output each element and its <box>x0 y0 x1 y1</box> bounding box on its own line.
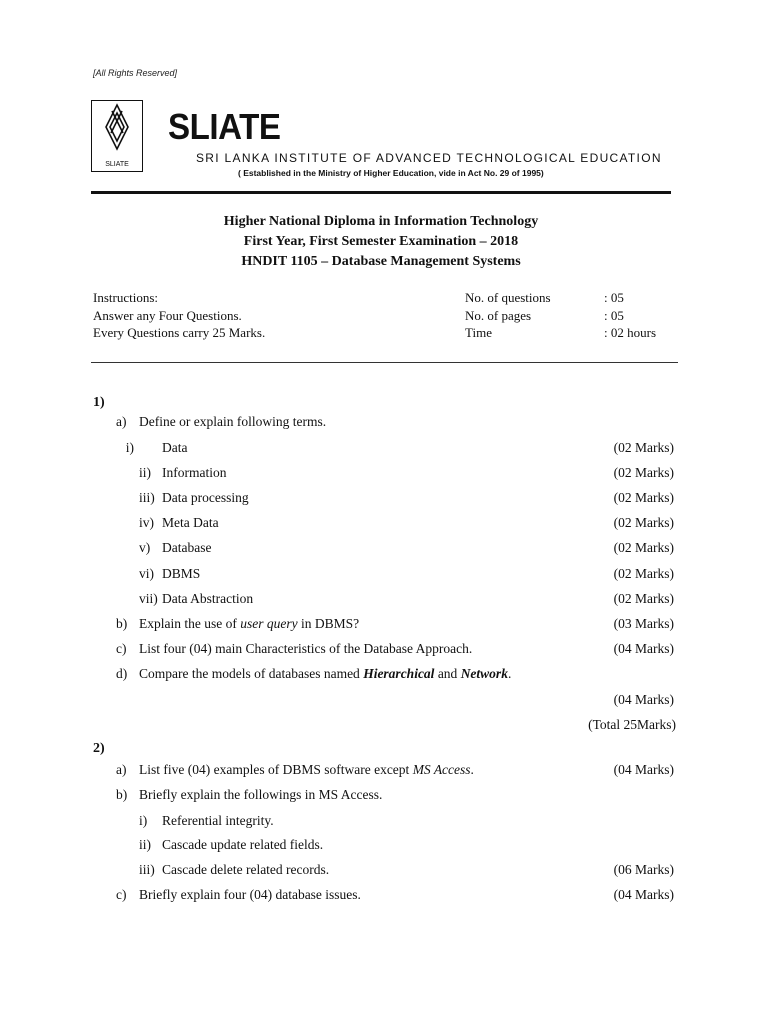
course-title: HNDIT 1105 – Database Management Systems <box>241 254 521 269</box>
sliate-logo <box>91 100 143 172</box>
marks-label: (02 Marks) <box>613 540 674 555</box>
section-divider <box>91 362 678 363</box>
marks-label: (02 Marks) <box>613 591 674 606</box>
emphasis: Hierarchical <box>363 666 435 681</box>
item-text: Cascade update related fields. <box>162 837 324 852</box>
term-number: iii) <box>139 490 155 505</box>
subq-label: b) <box>116 616 128 631</box>
info-label: No. of pages <box>465 307 532 323</box>
question-number: 2) <box>93 741 105 756</box>
item-text: Referential integrity. <box>162 813 274 828</box>
brand-name: SLIATE <box>168 106 281 147</box>
subq-text: Define or explain following terms. <box>139 414 327 429</box>
item-text: Cascade delete related records. <box>162 862 330 877</box>
subq-label: a) <box>116 762 127 777</box>
subq-label: b) <box>116 787 128 802</box>
total-marks: (Total 25Marks) <box>588 717 676 732</box>
item-number: i) <box>139 813 148 828</box>
info-label: No. of questions <box>465 290 551 305</box>
marks-label: (02 Marks) <box>613 465 674 480</box>
marks-label: (02 Marks) <box>613 515 674 530</box>
term-number: vi) <box>139 566 154 581</box>
info-value: : 05 <box>604 307 624 323</box>
subq-text: Briefly explain four (04) database issues. <box>139 887 361 902</box>
info-label: Time <box>465 325 492 340</box>
item-number: ii) <box>139 837 151 852</box>
term-text: Data processing <box>162 490 249 505</box>
term-number: i) <box>125 440 134 455</box>
term-text: Database <box>162 540 212 555</box>
term-number: iv) <box>139 515 154 530</box>
marks-label: (02 Marks) <box>613 566 674 581</box>
instruction-line: Every Questions carry 25 Marks. <box>93 325 266 340</box>
term-number: ii) <box>139 465 151 480</box>
emphasis: MS Access <box>412 762 471 777</box>
marks-label: (04 Marks) <box>613 887 674 902</box>
question-number: 1) <box>93 395 105 410</box>
instructions-block <box>93 289 265 342</box>
info-value: : 02 hours <box>604 325 656 340</box>
marks-label: (03 Marks) <box>613 616 674 631</box>
term-text: Meta Data <box>162 515 219 530</box>
exam-info-values <box>604 289 656 342</box>
instruction-line: Answer any Four Questions. <box>93 307 242 323</box>
subq-text: List four (04) main Characteristics of the Database Approach. <box>139 641 473 656</box>
subq-label: c) <box>116 887 127 902</box>
marks-label: (06 Marks) <box>613 862 674 877</box>
institute-full-name: SRI LANKA INSTITUTE OF ADVANCED TECHNOLOGICAL EDUCATION <box>196 151 662 165</box>
subq-text: List five (04) examples of DBMS software except MS Access. <box>139 762 474 777</box>
term-text: Data <box>162 440 188 455</box>
diploma-title: Higher National Diploma in Information Technology <box>223 214 539 229</box>
info-value: : 05 <box>604 290 624 305</box>
marks-label: (04 Marks) <box>613 641 674 656</box>
term-text: Data Abstraction <box>162 591 254 606</box>
exam-info-labels <box>465 289 551 342</box>
marks-label: (04 Marks) <box>613 692 674 707</box>
subq-label: d) <box>116 666 128 681</box>
subq-label: c) <box>116 641 127 656</box>
header-divider <box>91 191 671 194</box>
exam-title-block <box>91 212 671 272</box>
rights-notice: [All Rights Reserved] <box>93 68 178 78</box>
subq-text: Explain the use of user query in DBMS? <box>139 616 360 631</box>
marks-label: (02 Marks) <box>613 490 674 505</box>
subq-text: Briefly explain the followings in MS Access. <box>139 787 383 802</box>
emphasis: user query <box>240 616 298 631</box>
exam-title: First Year, First Semester Examination – 2018 <box>243 234 519 249</box>
emphasis: Network <box>460 666 508 681</box>
term-text: Information <box>162 465 227 480</box>
term-number: vii) <box>139 591 158 606</box>
item-number: iii) <box>139 862 155 877</box>
marks-label: (04 Marks) <box>613 762 674 777</box>
subq-text: Compare the models of databases named Hierarchical and Network. <box>139 666 512 681</box>
term-number: v) <box>139 540 151 555</box>
term-text: DBMS <box>162 566 201 581</box>
logo-label: SLIATE <box>105 161 129 168</box>
subq-label: a) <box>116 414 127 429</box>
marks-label: (02 Marks) <box>613 440 674 455</box>
instructions-heading: Instructions: <box>93 290 158 305</box>
established-note: ( Established in the Ministry of Higher Education, vide in Act No. 29 of 1995) <box>238 168 544 178</box>
